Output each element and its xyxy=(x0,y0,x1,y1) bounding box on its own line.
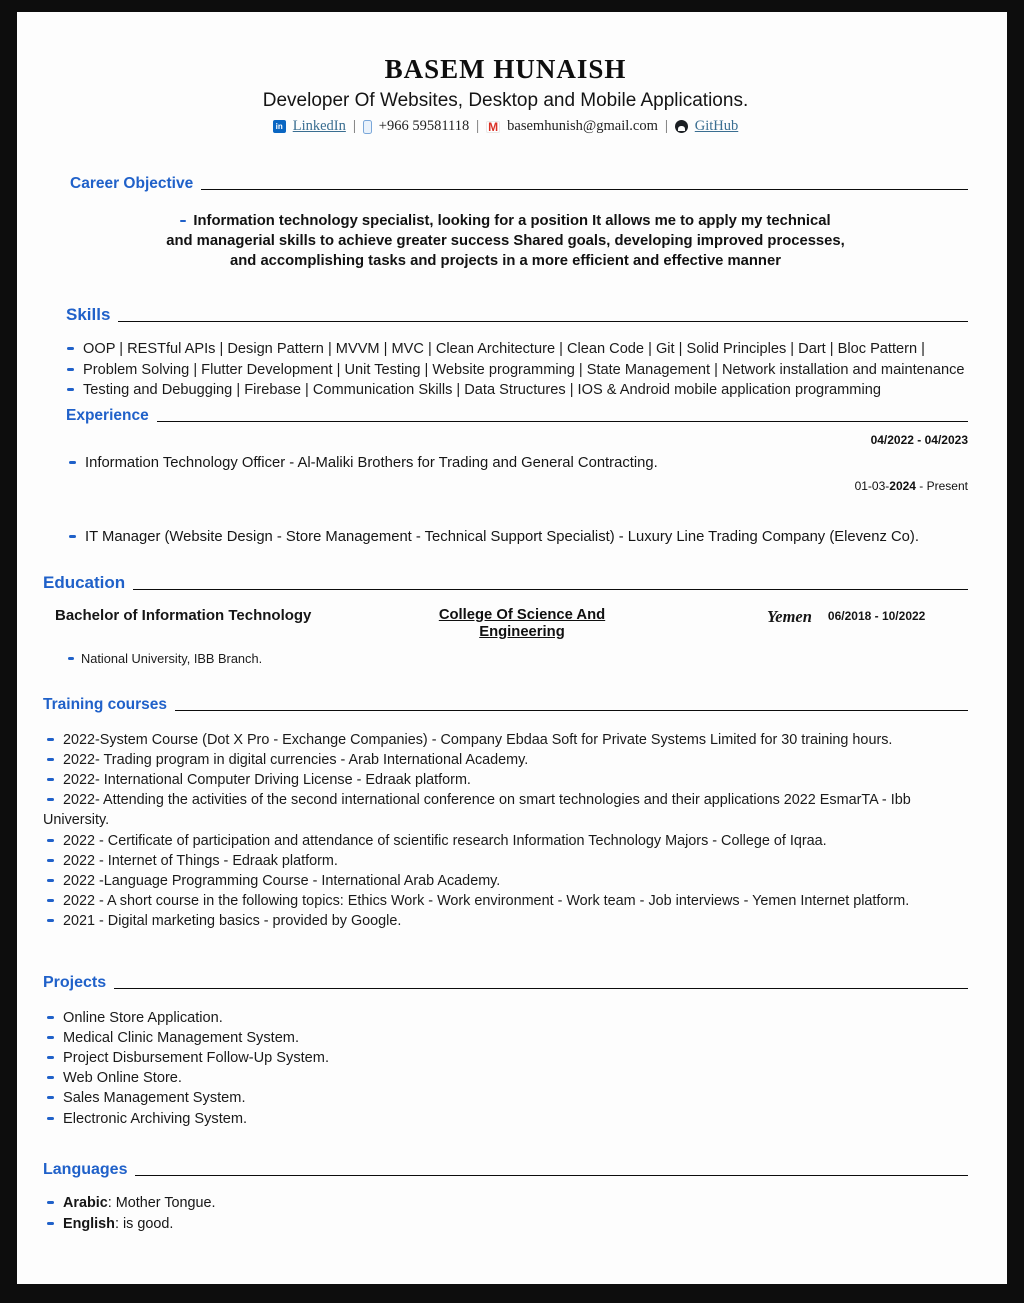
bullet-icon xyxy=(67,388,74,391)
phone-number: +966 59581118 xyxy=(378,118,470,134)
section-career-objective xyxy=(70,175,968,193)
bullet-icon xyxy=(180,220,186,223)
bullet-icon xyxy=(67,368,74,371)
education-note-text: National University, IBB Branch. xyxy=(81,650,263,666)
training-item xyxy=(43,770,943,790)
job-entry xyxy=(69,455,968,471)
education-note xyxy=(68,651,968,666)
skill-text: OOP | RESTful APIs | Design Pattern | MVVM | MVC | Clean Architecture | Clean Code | Git | Solid Principles | Dart | Bloc Pattern | xyxy=(83,341,925,357)
github-link[interactable]: GitHub xyxy=(694,118,739,134)
bullet-icon xyxy=(47,859,54,862)
training-list xyxy=(43,730,943,932)
training-text: 2022 - Certificate of participation and attendance of scientific research Information Technology Majors - College of Iqraa. xyxy=(63,832,827,849)
skill-text: Testing and Debugging | Firebase | Communication Skills | Data Structures | IOS & Android mobile application programming xyxy=(83,382,881,398)
training-text: 2022-System Course (Dot X Pro - Exchange Companies) - Company Ebdaa Soft for Private Systems Limited for 30 training hours. xyxy=(63,731,893,748)
bullet-icon xyxy=(69,461,76,464)
project-text: Project Disbursement Follow-Up System. xyxy=(63,1049,330,1066)
job-date xyxy=(43,479,968,493)
training-item xyxy=(43,750,943,770)
training-text: 2022 - Internet of Things - Edraak platform. xyxy=(63,852,338,869)
projects-list xyxy=(47,1008,968,1129)
training-text: 2021 - Digital marketing basics - provided by Google. xyxy=(63,913,402,930)
bullet-icon xyxy=(68,657,74,660)
bullet-icon xyxy=(47,1117,54,1120)
training-item xyxy=(43,730,943,750)
job-entry xyxy=(69,529,968,545)
github-icon xyxy=(675,120,688,133)
job-date-year: 2024 xyxy=(889,478,916,493)
bullet-icon xyxy=(47,1222,54,1225)
section-rule xyxy=(135,1175,968,1176)
language-name: English xyxy=(63,1215,115,1232)
bullet-icon xyxy=(47,1016,54,1019)
bullet-icon xyxy=(47,1096,54,1099)
education-location: Yemen xyxy=(767,606,812,626)
languages-list xyxy=(47,1193,968,1235)
skill-text: Problem Solving | Flutter Development | Unit Testing | Website programming | State Management | Network installation and maintenance xyxy=(83,361,965,378)
bullet-icon xyxy=(47,919,54,922)
degree-name: Bachelor of Information Technology xyxy=(55,606,312,624)
section-rule xyxy=(133,589,968,590)
bullet-icon xyxy=(47,879,54,882)
training-text: 2022- Trading program in digital currencies - Arab International Academy. xyxy=(63,751,529,768)
skill-item xyxy=(67,339,968,360)
section-education xyxy=(43,573,968,593)
section-rule xyxy=(114,988,968,989)
email-address[interactable]: basemhunish@gmail.com xyxy=(507,118,658,134)
section-rule xyxy=(175,710,968,711)
project-text: Web Online Store. xyxy=(63,1070,182,1087)
section-rule xyxy=(157,421,968,422)
contact-row xyxy=(43,118,968,135)
bullet-icon xyxy=(69,535,76,538)
project-text: Medical Clinic Management System. xyxy=(63,1029,300,1046)
bullet-icon xyxy=(47,1036,54,1039)
training-item xyxy=(43,790,943,830)
section-heading: Languages xyxy=(43,1160,128,1178)
skill-item xyxy=(67,380,968,401)
job-date-part: - Present xyxy=(915,478,968,493)
skill-item xyxy=(67,360,968,381)
job-date: 04/2022 - 04/2023 xyxy=(870,432,968,447)
section-heading: Education xyxy=(43,572,126,592)
section-skills xyxy=(66,305,968,325)
project-item xyxy=(47,1028,968,1048)
language-name: Arabic xyxy=(63,1194,108,1211)
training-item xyxy=(43,891,943,911)
job-date-part: 01-03- xyxy=(854,478,890,493)
candidate-name: BASEM HUNAISH xyxy=(384,54,627,84)
section-projects xyxy=(43,974,968,992)
training-text: 2022- International Computer Driving License - Edraak platform. xyxy=(63,771,471,788)
bullet-icon xyxy=(47,758,54,761)
education-dates: 06/2018 - 10/2022 xyxy=(827,608,926,623)
gmail-icon: M xyxy=(488,119,499,134)
college-name: College Of Science And Engineering xyxy=(438,606,606,640)
project-text: Sales Management System. xyxy=(63,1090,246,1107)
career-objective-text xyxy=(166,211,846,271)
linkedin-icon: in xyxy=(273,120,286,133)
project-text: Electronic Archiving System. xyxy=(63,1110,248,1127)
project-item xyxy=(47,1048,968,1068)
section-training xyxy=(43,696,968,714)
training-text: 2022 - A short course in the following topics: Ethics Work - Work environment - Work team - Job interviews - Yemen Internet platform. xyxy=(63,893,910,910)
training-item xyxy=(43,871,943,891)
section-rule xyxy=(118,321,968,322)
training-item xyxy=(43,831,943,851)
candidate-title: Developer Of Websites, Desktop and Mobile Applications. xyxy=(262,90,749,111)
linkedin-link[interactable]: LinkedIn xyxy=(292,118,346,134)
bullet-icon xyxy=(67,347,74,350)
project-text: Online Store Application. xyxy=(63,1009,223,1026)
bullet-icon xyxy=(47,1201,54,1204)
section-experience xyxy=(66,407,968,425)
contact-separator: | xyxy=(352,118,356,134)
skills-list xyxy=(67,339,968,401)
resume-header xyxy=(43,54,968,135)
project-item xyxy=(47,1109,968,1129)
section-languages xyxy=(43,1161,968,1179)
training-text: 2022 -Language Programming Course - International Arab Academy. xyxy=(63,872,501,889)
bullet-icon xyxy=(47,738,54,741)
project-item xyxy=(47,1088,968,1108)
contact-separator: | xyxy=(664,118,668,134)
section-heading: Skills xyxy=(66,305,111,324)
section-rule xyxy=(201,189,968,190)
bullet-icon xyxy=(47,899,54,902)
language-level: : Mother Tongue. xyxy=(107,1194,216,1211)
section-heading: Projects xyxy=(43,973,107,991)
section-heading: Training courses xyxy=(43,695,168,713)
bullet-icon xyxy=(47,839,54,842)
education-row xyxy=(43,607,968,641)
job-text: Information Technology Officer - Al-Maliki Brothers for Trading and General Contracting. xyxy=(85,454,658,471)
job-text: IT Manager (Website Design - Store Management - Technical Support Specialist) - Luxury Line Trading Company (Elevenz Co). xyxy=(85,528,919,545)
training-item xyxy=(43,911,943,931)
bullet-icon xyxy=(47,1076,54,1079)
phone-icon xyxy=(363,120,372,134)
objective-text: Information technology specialist, looking for a position It allows me to apply my technical and managerial skills to achieve greater success Shared goals, developing improved processes, and accomplishing tasks and projects in a more efficient and effective manner xyxy=(166,213,845,269)
language-level: : is good. xyxy=(114,1215,174,1232)
bullet-icon xyxy=(47,778,54,781)
training-item xyxy=(43,851,943,871)
bullet-icon xyxy=(47,1056,54,1059)
project-item xyxy=(47,1008,968,1028)
language-item xyxy=(47,1193,968,1214)
contact-separator: | xyxy=(476,118,480,134)
resume-page xyxy=(17,12,1007,1284)
project-item xyxy=(47,1068,968,1088)
section-heading: Career Objective xyxy=(70,175,194,192)
section-heading: Experience xyxy=(66,406,149,424)
bullet-icon xyxy=(47,798,54,801)
language-item xyxy=(47,1214,968,1235)
training-text: 2022- Attending the activities of the second international conference on smart technologies and their applications 2022 EsmarTA - Ibb University. xyxy=(43,792,911,829)
